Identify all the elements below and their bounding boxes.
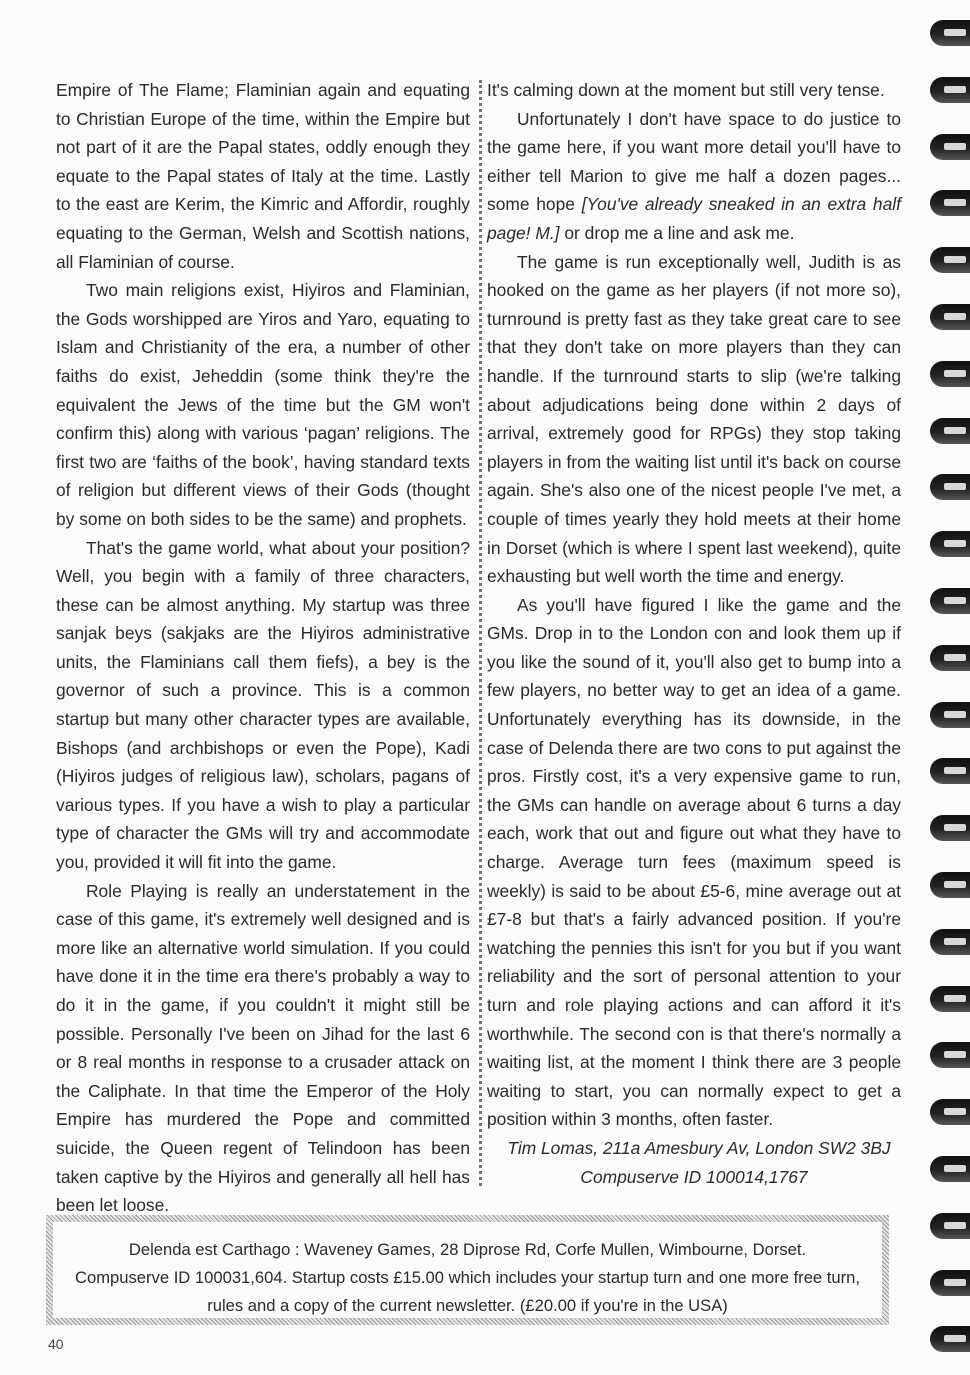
binding-ring [930, 1156, 970, 1182]
author-signature: Tim Lomas, 211a Amesbury Av, London SW2 3BJ [507, 1137, 891, 1158]
binding-ring [930, 872, 970, 898]
right-paragraph-4: As you'll have figured I like the game and the GMs. Drop in to the London con and look them up if you like the sound of it, you'll also get to bump into a few players, no better way to get an idea of a game. Unfortunately everything has its downside, in the case of Delenda there are two cons to put against the pros. Firstly cost, it's a very expensive game to run, the GMs can handle on average about 6 turns a day each, work that out and figure out what they have to charge. Average turn fees (maximum speed is weekly) is said to be about £5-6, mine average out at £7-8 but that's a fairly advanced position. If you're watching the pennies this isn't for you but if you want reliability and the sort of personal attention to your turn and role playing actions and can afford it it's worthwhile. The second con is that there's normally a waiting list, at the moment I think there are 3 people waiting to start, you can normally expect to get a position within 3 months, often faster. [487, 594, 901, 1130]
column-divider [479, 80, 482, 1186]
left-column [56, 76, 470, 1216]
right-paragraph-2-tail: or drop me a line and ask me. [559, 222, 795, 243]
binding-ring [930, 1326, 970, 1352]
binding-ring [930, 361, 970, 387]
left-paragraph-2: Two main religions exist, Hiyiros and Flaminian, the Gods worshipped are Yiros and Yaro, equating to Islam and Christianity of the era, a number of other faiths do exist, Jeheddin (some think they're the equivalent the Jews of the time but the GM won't confirm this) along with various ‘pagan’ religions. The first two are ‘faiths of the book’, having standard texts of religion but different views of their Gods (thought by some on both sides to be the same) and prophets. [56, 280, 470, 529]
binding-ring [930, 134, 970, 160]
binding-ring [930, 474, 970, 500]
binding-ring [930, 1270, 970, 1296]
binding-ring [930, 20, 970, 46]
binding-ring [930, 304, 970, 330]
left-paragraph-1: Empire of The Flame; Flaminian again and equating to Christian Europe of the time, within the Empire but not part of it are the Papal states, oddly enough they equate to the Papal states of Italy at the time. Lastly to the east are Kerim, the Kimric and Affordir, roughly equating to the German, Welsh and Scottish nations, all Flaminian of course. [56, 80, 470, 272]
left-paragraph-4: Role Playing is really an understatement in the case of this game, it's extremely well designed and is more like an alternative world simulation. If you could have done it in the time era there's probably a way to do it in the game, if you couldn't it might still be possible. Personally I've been on Jihad for the last 6 or 8 real months in response to a crusader attack on the Caliphate. In that time the Emperor of the Holy Empire has murdered the Pope and committed suicide, the Queen regent of Telindoon has been taken captive by the Hiyiros and generally all hell has been let loose. [56, 880, 470, 1216]
binding-ring [930, 247, 970, 273]
binding-ring [930, 1213, 970, 1239]
info-box-line-2: Compuserve ID 100031,604. Startup costs £15.00 which includes your startup turn and one more free turn, [75, 1268, 860, 1287]
binding-ring [930, 815, 970, 841]
binding-ring [930, 77, 970, 103]
binding-ring [930, 418, 970, 444]
binding-ring [930, 1042, 970, 1068]
right-paragraph-2 [487, 105, 901, 248]
page-number: 40 [48, 1336, 64, 1352]
left-paragraph-3: That's the game world, what about your position? Well, you begin with a family of three characters, these can be almost anything. My startup was three sanjak beys (sakjaks are the Hiyiros administrative units, the Flaminians call them fiefs), a bey is the governor of such a province. This is a common startup but many other character types are available, Bishops (and archbishops or even the Pope), Kadi (Hiyiros judges of religious law), scholars, pagans of various types. If you have a wish to play a particular type of character the GMs will try and accommodate you, provided it will fit into the game. [56, 537, 470, 873]
right-column [487, 76, 901, 1192]
binding-ring [930, 645, 970, 671]
binding-ring [930, 702, 970, 728]
binding-ring [930, 531, 970, 557]
right-paragraph-3: The game is run exceptionally well, Judith is as hooked on the game as her players (if not more so), turnround is pretty fast as they take great care to see that they don't take on more players than they can handle. If the turnround starts to slip (we're talking about adjudications being done within 2 days of arrival, extremely good for RPGs) they stop taking players in from the waiting list until it's back on course again. She's also one of the nicest people I've met, a couple of times yearly they hold meets at their home in Dorset (which is where I spent last weekend), quite exhausting but well worth the time and energy. [487, 251, 901, 587]
editor-note: [You've already sneaked in an extra half page! M.] [487, 194, 901, 243]
binding-ring [930, 190, 970, 216]
info-box-line-1: Delenda est Carthago : Waveney Games, 28 Diprose Rd, Corfe Mullen, Wimbourne, Dorset. [128, 1240, 807, 1259]
binding-ring [930, 986, 970, 1012]
author-compuserve-id: Compuserve ID 100014,1767 [580, 1166, 808, 1187]
binding-ring [930, 588, 970, 614]
right-paragraph-1: It's calming down at the moment but still very tense. [487, 80, 885, 100]
binding-ring [930, 929, 970, 955]
binding-ring [930, 1099, 970, 1125]
info-box-line-3: rules and a copy of the current newsletter. (£20.00 if you're in the USA) [207, 1296, 728, 1315]
game-info-box [46, 1215, 889, 1325]
binding-ring [930, 758, 970, 784]
spiral-binding [924, 0, 970, 1375]
right-paragraph-2-text: Unfortunately I don't have space to do justice to the game here, if you want more detail you'll have to either tell Marion to give me half a dozen pages... some hope [487, 108, 901, 215]
